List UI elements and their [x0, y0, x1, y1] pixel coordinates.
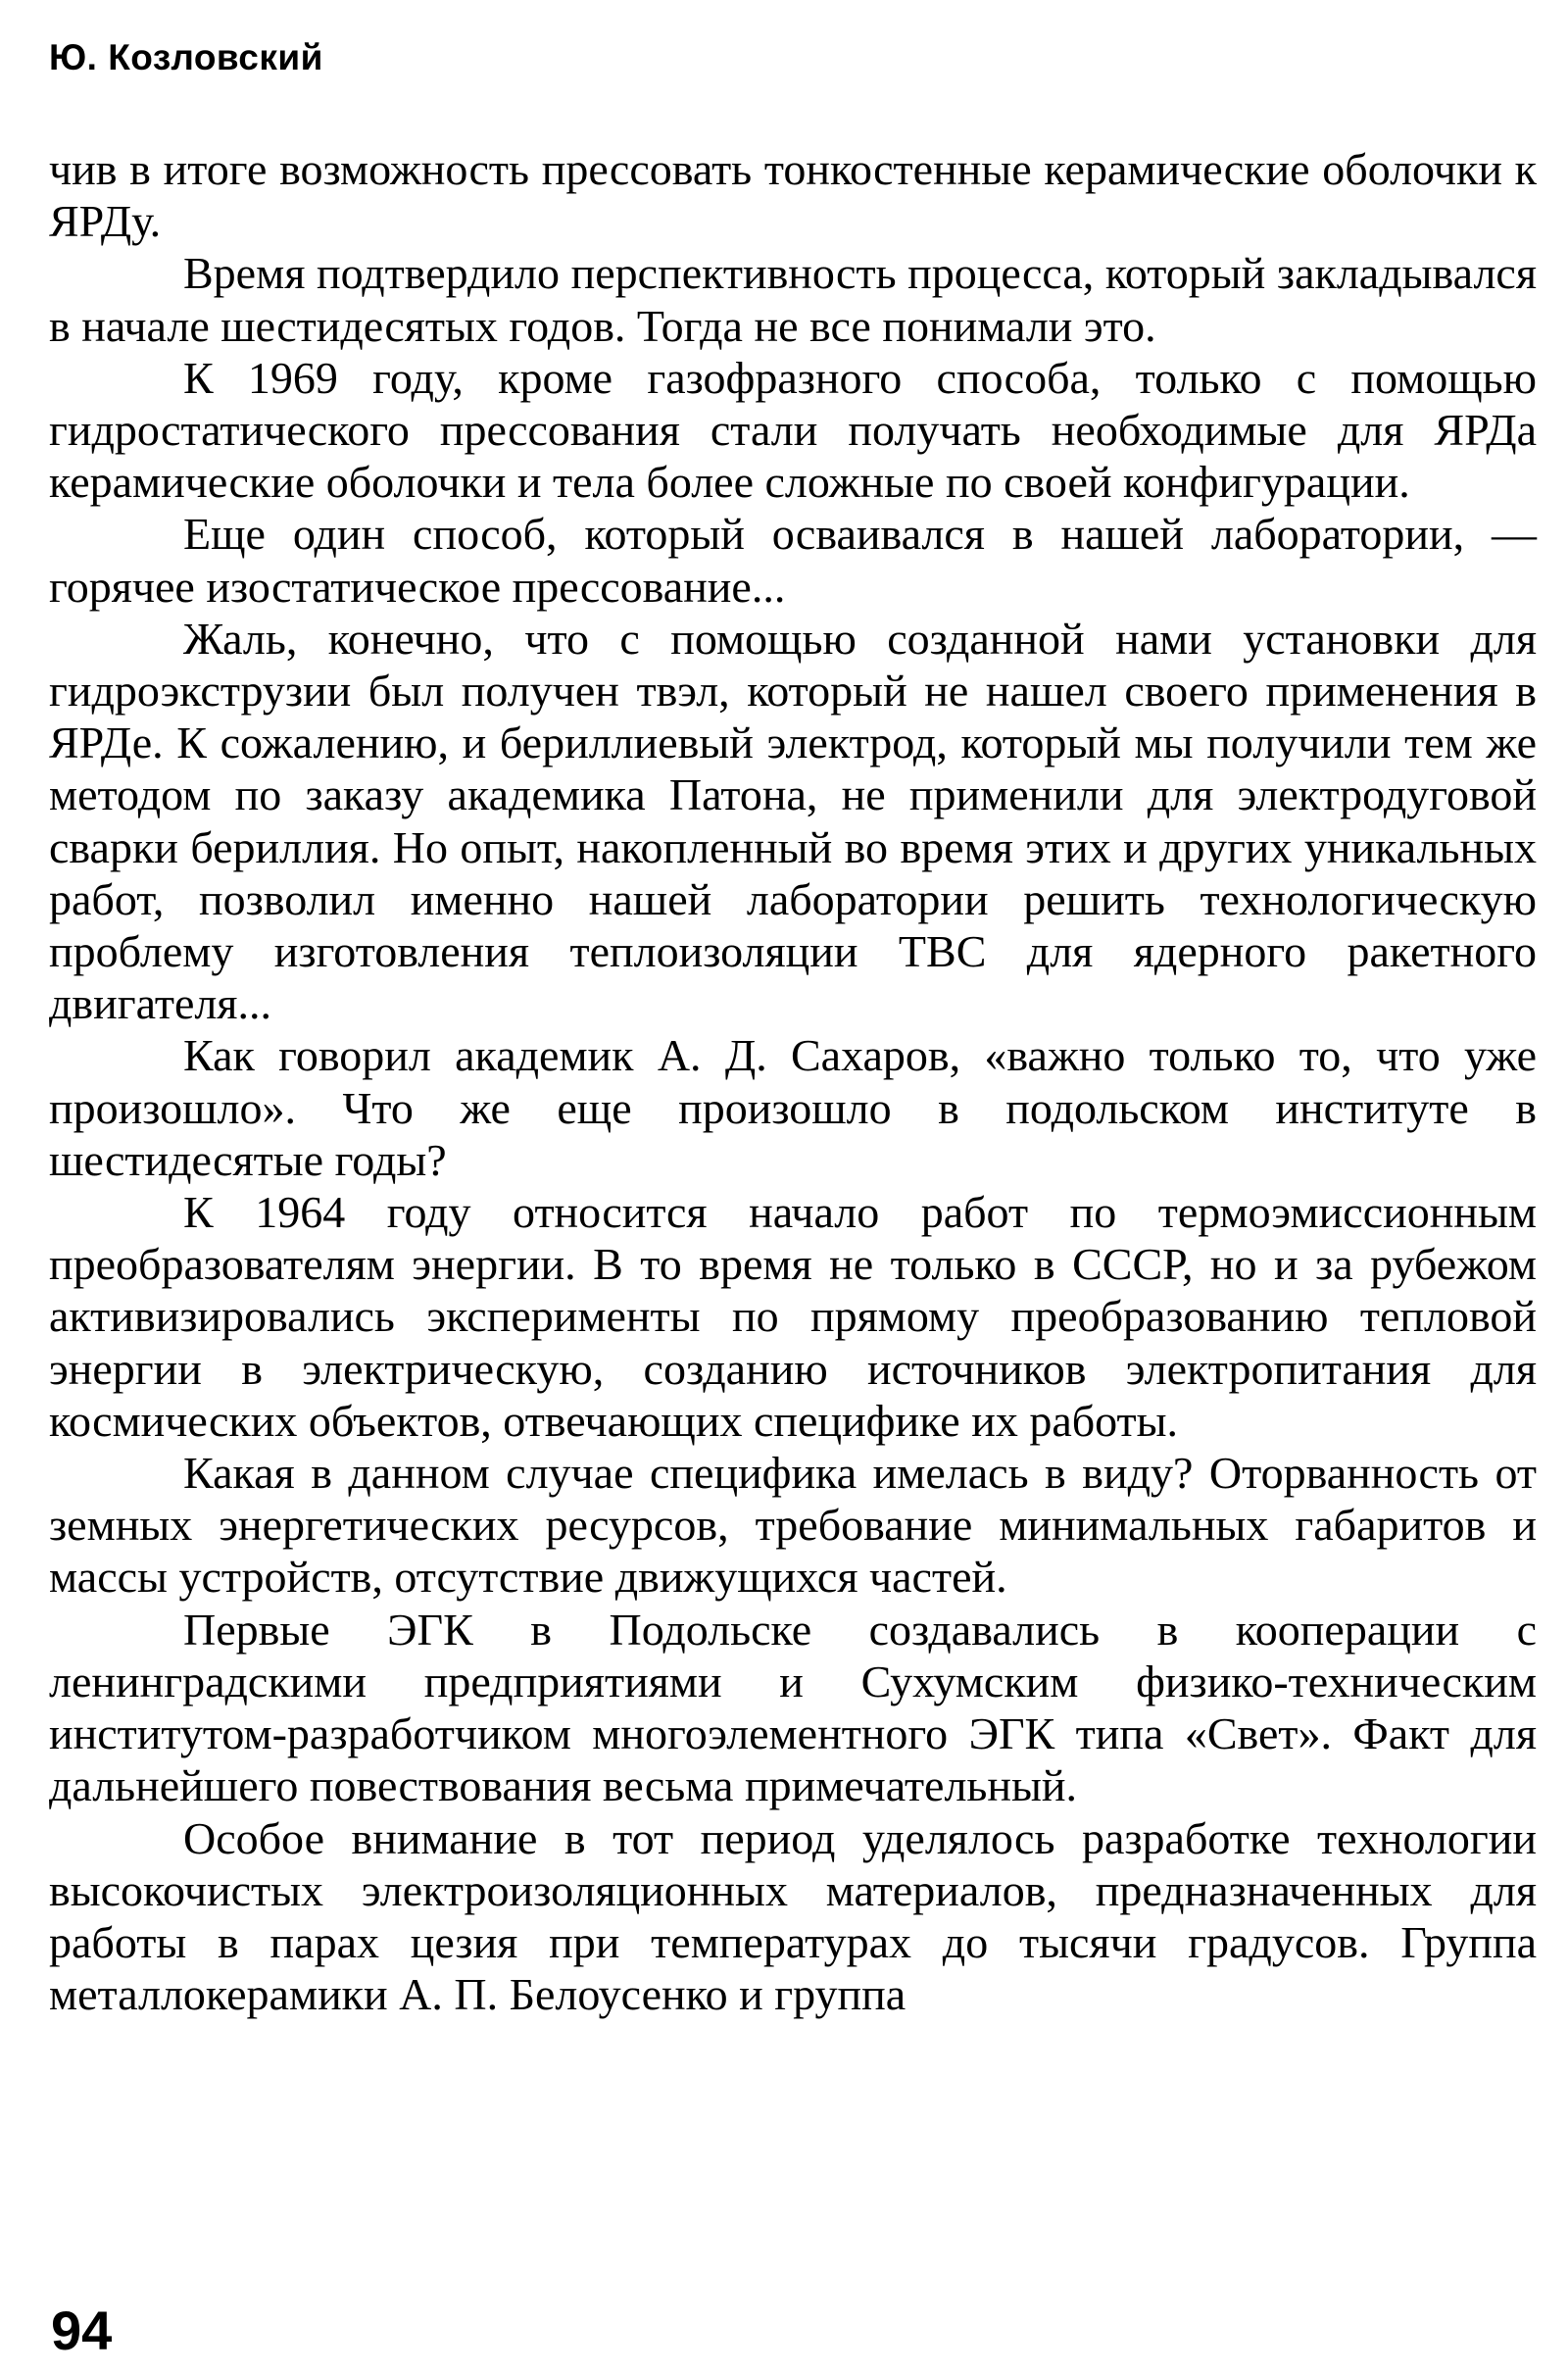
paragraph: Особое внимание в тот период уделялось разработке технологии высокочистых электроизоляционных материалов, предназначенных для работы в парах цезия при температурах до тысячи градусов. Группа металлокерамики А. П. Белоусенко и группа: [49, 1812, 1537, 2020]
paragraph: Жаль, конечно, что с помощью созданной нами установки для гидроэкструзии был получен твэл, который не нашел своего применения в ЯРДе. К сожалению, и бериллиевый электрод, который мы получили тем же методом по заказу академика Патона, не применили для электродуговой сварки бериллия. Но опыт, накопленный во время этих и других уникальных работ, позволил именно нашей лаборатории решить технологическую проблему изготовления теплоизоляции ТВС для ядерного ракетного двигателя...: [49, 613, 1537, 1029]
body-text: [49, 143, 1537, 2020]
paragraph: К 1969 году, кроме газофразного способа, только с помощью гидростатического прессования стали получать необходимые для ЯРДа керамические оболочки и тела более сложные по своей конфигурации.: [49, 352, 1537, 508]
paragraph: Время подтвердило перспективность процесса, который закладывался в начале шестидесятых годов. Тогда не все понимали это.: [49, 248, 1537, 351]
paragraph: Какая в данном случае специфика имелась в виду? Оторванность от земных энергетических ресурсов, требование минимальных габаритов и массы устройств, отсутствие движущихся частей.: [49, 1448, 1537, 1603]
paragraph: Еще один способ, который осваивался в нашей лаборатории, — горячее изостатическое прессование...: [49, 509, 1537, 612]
paragraph: Первые ЭГК в Подольске создавались в кооперации с ленинградскими предприятиями и Сухумским физико-техническим институтом-разработчиком многоэлементного ЭГК типа «Свет». Факт для дальнейшего повествования весьма примечательный.: [49, 1604, 1537, 1811]
page-number: 94: [51, 2299, 113, 2361]
running-head: Ю. Козловский: [49, 37, 323, 77]
paragraph: Как говорил академик А. Д. Сахаров, «важно только то, что уже произошло». Что же еще произошло в подольском институте в шестидесятые годы?: [49, 1030, 1537, 1185]
paragraph: К 1964 году относится начало работ по термоэмиссионным преобразователям энергии. В то время не только в СССР, но и за рубежом активизировались эксперименты по прямому преобразованию тепловой энергии в электрическую, созданию источников электропитания для космических объектов, отвечающих специфике их работы.: [49, 1187, 1537, 1446]
paragraph-continuation: чив в итоге возможность прессовать тонкостенные керамические оболочки к ЯРДу.: [49, 144, 1537, 247]
